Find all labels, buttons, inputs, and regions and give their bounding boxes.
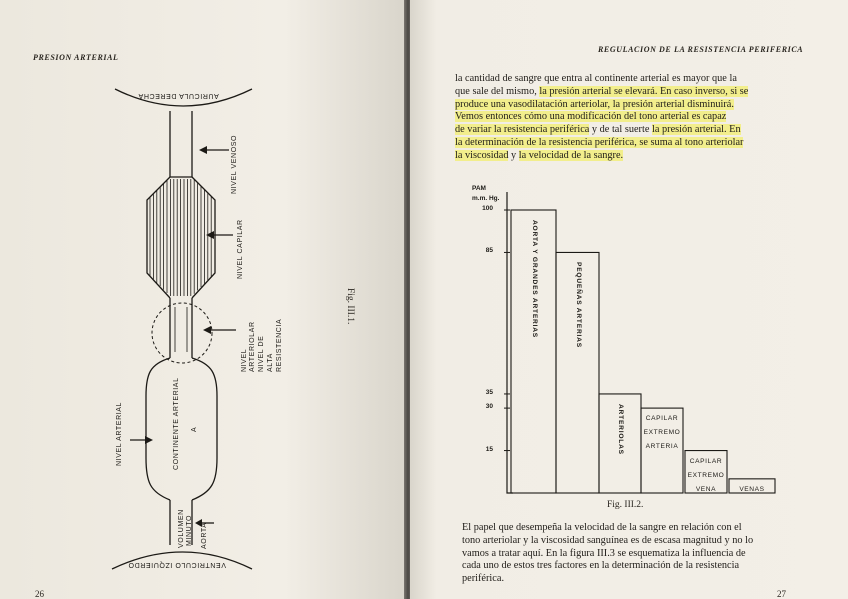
label-volumen: VOLUMEN — [178, 509, 185, 548]
right-page — [410, 0, 848, 599]
label-aorta: AORTA — [201, 522, 208, 549]
text-run: periférica. — [462, 573, 505, 585]
arteriolar-inner-wall — [175, 307, 187, 352]
left-running-header: PRESION ARTERIAL — [33, 53, 119, 62]
bar-label: PEQUEÑAS ARTERIAS — [574, 262, 582, 349]
highlighted-text: la viscosidad — [455, 149, 509, 161]
label-nivel-venoso: NIVEL VENOSO — [231, 134, 238, 194]
right-running-header: REGULACION DE LA RESISTENCIA PERIFERICA — [598, 45, 804, 54]
capillary-hatching — [150, 179, 211, 296]
bar-label: EXTREMO — [687, 471, 725, 479]
paragraph-bottom — [462, 522, 822, 586]
high-resistance-circle — [152, 303, 212, 363]
right-page-number: 27 — [777, 589, 786, 599]
highlighted-text: Vemos entonces cómo una modificación del tono arterial es capaz — [455, 111, 727, 123]
text-run: que sale del mismo, — [455, 85, 540, 97]
y-tick-label: 35 — [485, 388, 493, 396]
bar-label: AORTA Y GRANDES ARTERIAS — [530, 220, 538, 338]
y-tick-label: 100 — [482, 205, 493, 212]
label-nivel-arteriolar-3: NIVEL DE — [258, 335, 265, 372]
y-tick-label: 85 — [485, 247, 493, 255]
figure-iii-1-caption: Fig. III.1. — [345, 288, 355, 325]
text-run: y — [508, 149, 519, 161]
figure-iii-2-caption: Fig. III.2. — [607, 500, 644, 510]
y-tick-label: 15 — [485, 445, 493, 453]
y-axis-label-line-2: m.m. Hg. — [472, 195, 500, 202]
bar-label: ARTERIOLAS — [617, 403, 624, 455]
capillary-arrow-head — [206, 231, 214, 239]
highlighted-text: la determinación de la resistencia periférica, se suma al tono arteriolar — [455, 136, 744, 148]
bar-label: ARTERIA — [645, 443, 679, 451]
y-tick-label: 30 — [485, 403, 493, 411]
label-nivel-arterial: NIVEL ARTERIAL — [116, 401, 123, 466]
arterial-arrow-head — [145, 436, 153, 444]
bar-label: VENA — [695, 485, 717, 493]
label-minuto: MINUTO — [186, 514, 193, 546]
y-axis — [507, 192, 513, 493]
highlighted-text: la presión arterial se elevará. En caso inverso, si se — [539, 85, 749, 97]
highlighted-text: la presión arterial. En — [651, 124, 741, 136]
label-nivel-arteriolar-5: RESISTENCIA — [276, 318, 283, 372]
text-run: El papel que desempeña la velocidad de la sangre en relación con el — [462, 522, 742, 533]
label-auricula-derecha: AURICULA DERECHA — [138, 92, 219, 99]
label-nivel-capilar: NIVEL CAPILAR — [237, 219, 244, 279]
arteriolar-arrow-head — [203, 326, 211, 334]
left-page — [0, 0, 406, 599]
text-run: la cantidad de sangre que entra al continente arterial es mayor que la — [455, 73, 737, 84]
text-run: vamos a tratar aquí. En la figura III.3 se esquematiza la influencia de — [462, 547, 746, 559]
text-run: cada uno de estos tres factores en la determinación de la resistencia — [462, 560, 740, 572]
label-continente-mark: A — [191, 426, 198, 432]
bar-label: CAPILAR — [689, 457, 723, 465]
text-line — [462, 560, 822, 573]
text-line — [462, 548, 822, 561]
label-nivel-arteriolar-4: ALTA — [267, 353, 274, 372]
bar-label: EXTREMO — [643, 429, 681, 437]
label-ventriculo-izquierdo: VENTRICULO IZQUIERDO — [128, 561, 226, 568]
label-continente-arterial: CONTINENTE ARTERIAL — [173, 377, 180, 470]
highlighted-text: produce una vasodilatación arteriolar, la presión arterial disminuirá. — [455, 98, 734, 110]
text-line — [462, 535, 822, 548]
label-nivel-arteriolar-2: ARTERIOLAR — [249, 321, 256, 372]
text-run: tono arteriolar y la viscosidad sanguínea es de escasa magnitud y no lo — [462, 534, 754, 546]
venous-arrow-head — [199, 146, 207, 154]
highlighted-text: la velocidad de la sangre. — [518, 149, 624, 161]
bar-label: CAPILAR — [645, 415, 679, 423]
label-nivel-arteriolar-1: NIVEL — [241, 348, 248, 372]
highlighted-text: de variar la resistencia periférica — [455, 124, 590, 136]
bar-label: VENAS — [739, 485, 765, 493]
arterial-reservoir-outline — [146, 358, 217, 500]
text-run: y de tal suerte — [589, 124, 652, 136]
text-line — [462, 573, 822, 586]
text-line — [462, 522, 822, 535]
y-axis-label-line-1: PAM — [472, 185, 486, 192]
left-page-number: 26 — [35, 589, 44, 599]
